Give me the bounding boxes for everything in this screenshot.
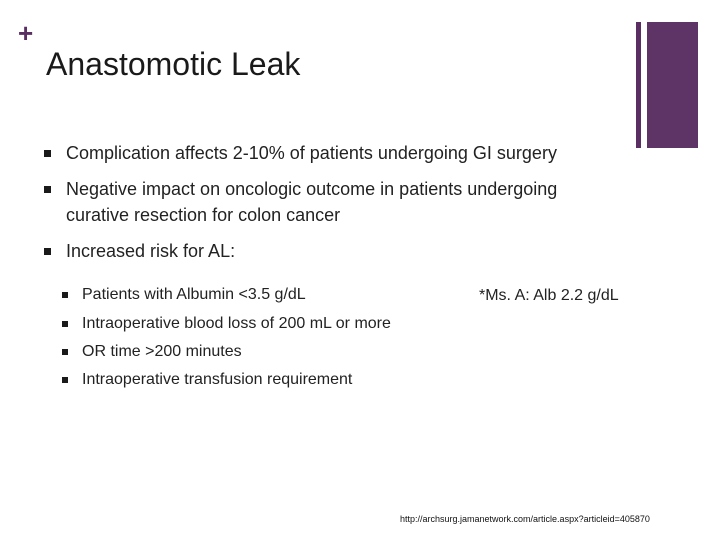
sub-bullet-text: Intraoperative blood loss of 200 mL or more [82,315,391,332]
sub-bullet-item [62,312,482,336]
sub-bullet-text: OR time >200 minutes [82,343,242,360]
square-bullet-icon [62,321,68,327]
accent-stripe [636,22,641,148]
bullet-text: Increased risk for AL: [66,241,236,261]
bullet-item [44,176,624,228]
sub-bullet-item [62,340,482,364]
bullet-text: Negative impact on oncologic outcome in patients undergoing curative resection for colon cancer [66,179,558,225]
square-bullet-icon [44,186,51,193]
sub-bullet-text: Intraoperative transfusion requirement [82,371,353,388]
sub-bullet-item [62,368,482,392]
sub-bullet-list [62,283,482,392]
source-link[interactable]: http://archsurg.jamanetwork.com/article.aspx?articleid=405870 [400,514,650,524]
sub-bullet-text: Patients with Albumin <3.5 g/dL [82,286,306,303]
square-bullet-icon [44,248,51,255]
bullet-list [44,140,624,264]
accent-block [647,22,698,148]
bullet-item [44,140,624,166]
bullet-item [44,238,624,264]
patient-note: *Ms. A: Alb 2.2 g/dL [479,287,619,304]
sub-bullet-item [62,283,482,307]
square-bullet-icon [44,150,51,157]
square-bullet-icon [62,349,68,355]
square-bullet-icon [62,292,68,298]
square-bullet-icon [62,377,68,383]
bullet-text: Complication affects 2-10% of patients undergoing GI surgery [66,143,557,163]
plus-icon: + [18,18,34,48]
slide-title: Anastomotic Leak [46,46,301,82]
